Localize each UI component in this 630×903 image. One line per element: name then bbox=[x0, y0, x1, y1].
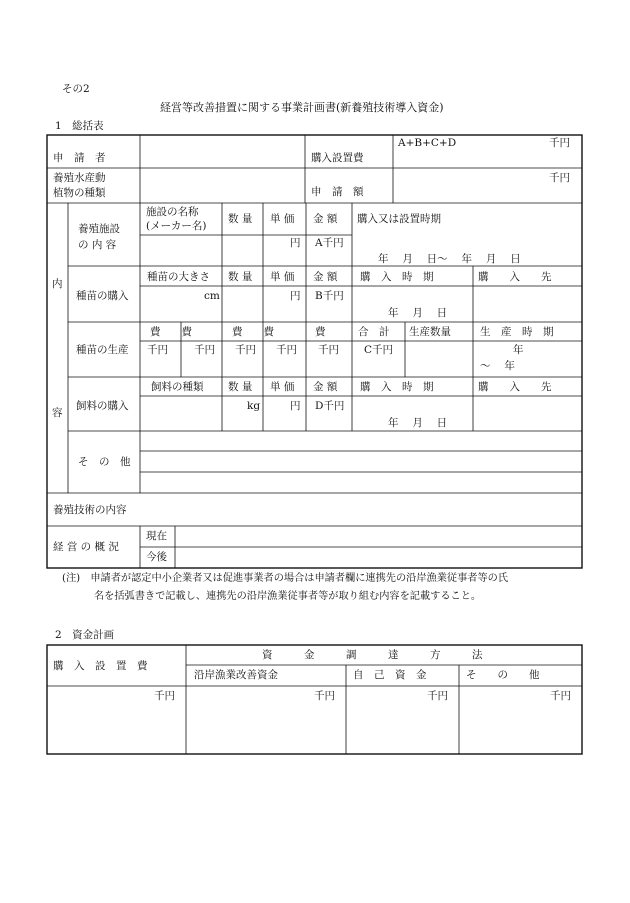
facility-price-unit: 円 bbox=[290, 237, 301, 249]
seedling-time-header: 購 入 時 期 bbox=[360, 271, 434, 283]
facility-period-header: 購入又は設置時期 bbox=[357, 213, 441, 225]
production-total-unit: C千円 bbox=[364, 344, 394, 356]
seedling-vendor-header: 購 入 先 bbox=[478, 271, 552, 283]
feed-amount-unit: D千円 bbox=[315, 400, 345, 412]
production-unit-1: 千円 bbox=[147, 344, 168, 356]
feed-price-unit: 円 bbox=[290, 400, 301, 412]
management-current-label: 現在 bbox=[146, 530, 167, 542]
seedling-amount-unit: B千円 bbox=[315, 290, 344, 302]
purchase-cost-unit: 千円 bbox=[549, 137, 570, 149]
feed-qty-unit: kg bbox=[247, 400, 261, 412]
feed-amount-header: 金 額 bbox=[313, 381, 338, 393]
content-side-label-1: 内 bbox=[52, 278, 63, 290]
note-line-2: 名を括弧書きで記載し、連携先の沿岸漁業従事者等が取り組む内容を記載すること。 bbox=[94, 591, 482, 602]
funding-purchase-label: 購 入 設 置 費 bbox=[53, 660, 148, 672]
seedling-production-label: 種苗の生産 bbox=[76, 344, 129, 356]
funding-col-coastal: 沿岸漁業改善資金 bbox=[194, 669, 278, 681]
seedling-size-unit: cm bbox=[204, 290, 220, 302]
production-cost-header: 費 費 bbox=[150, 326, 192, 338]
request-amount-label: 申 請 額 bbox=[311, 186, 364, 198]
seedling-price-header: 単 価 bbox=[270, 271, 295, 283]
seedling-purchase-label: 種苗の購入 bbox=[76, 290, 129, 302]
purchase-cost-formula: A+B+C+D bbox=[398, 137, 457, 149]
facility-period-line: 年 月 日〜 年 月 日 bbox=[378, 253, 521, 265]
document-title: 経営等改善措置に関する事業計画書(新養殖技術導入資金) bbox=[160, 101, 444, 114]
feed-purchase-label: 飼料の購入 bbox=[76, 400, 129, 412]
note-line-1: (注) 申請者が認定中小企業者又は促進事業者の場合は申請者欄に連携先の沿岸漁業従事者等の氏 bbox=[62, 573, 509, 584]
facility-label-1: 養殖施設 bbox=[78, 223, 120, 235]
seedling-size-header: 種苗の大きさ bbox=[147, 271, 210, 283]
feed-type-header: 飼料の種類 bbox=[151, 381, 204, 393]
other-label: そ の 他 bbox=[78, 456, 131, 468]
production-cost-header-last: 費 bbox=[315, 326, 326, 338]
production-period-header: 生 産 時 期 bbox=[480, 326, 554, 338]
species-label-1: 養殖水産動 bbox=[53, 172, 106, 184]
production-output-header: 生産数量 bbox=[409, 326, 451, 338]
production-year-1: 年 bbox=[513, 344, 524, 356]
facility-price-header: 単 価 bbox=[270, 213, 295, 225]
funding-unit-3: 千円 bbox=[427, 690, 448, 702]
management-future-label: 今後 bbox=[146, 551, 167, 563]
seedling-price-unit: 円 bbox=[290, 290, 301, 302]
seedling-date-line: 年 月 日 bbox=[388, 307, 448, 319]
request-amount-unit: 千円 bbox=[549, 172, 570, 184]
technique-label: 養殖技術の内容 bbox=[53, 504, 127, 516]
section1-heading: 1 総括表 bbox=[55, 120, 104, 132]
funding-method-header: 資 金 調 達 方 法 bbox=[262, 649, 483, 661]
facility-amount-header: 金 額 bbox=[313, 213, 338, 225]
facility-qty-header: 数 量 bbox=[228, 213, 253, 225]
production-total-header: 合 計 bbox=[358, 326, 390, 338]
production-unit-4: 千円 bbox=[276, 344, 297, 356]
production-unit-5: 千円 bbox=[318, 344, 339, 356]
feed-time-header: 購 入 時 期 bbox=[360, 381, 434, 393]
purchase-cost-label: 購入設置費 bbox=[311, 152, 364, 164]
funding-col-own: 自 己 資 金 bbox=[353, 669, 427, 681]
applicant-label: 申 請 者 bbox=[53, 152, 106, 164]
feed-qty-header: 数 量 bbox=[228, 381, 253, 393]
feed-vendor-header: 購 入 先 bbox=[478, 381, 552, 393]
content-side-label-2: 容 bbox=[52, 407, 63, 419]
production-year-2: 〜 年 bbox=[480, 360, 515, 372]
seedling-amount-header: 金 額 bbox=[313, 271, 338, 283]
production-unit-3: 千円 bbox=[235, 344, 256, 356]
facility-label-2: の 内 容 bbox=[78, 239, 117, 251]
feed-price-header: 単 価 bbox=[270, 381, 295, 393]
page-number: その2 bbox=[62, 83, 90, 95]
production-unit-2: 千円 bbox=[194, 344, 215, 356]
production-cost-header: 費 費 bbox=[232, 326, 274, 338]
facility-amount-unit: A千円 bbox=[315, 237, 344, 249]
facility-name-header-2: (メーカー名) bbox=[146, 220, 207, 232]
species-label-2: 植物の種類 bbox=[53, 187, 106, 199]
funding-unit-2: 千円 bbox=[314, 690, 335, 702]
funding-col-other: そ の 他 bbox=[466, 669, 540, 681]
seedling-qty-header: 数 量 bbox=[228, 271, 253, 283]
funding-unit-1: 千円 bbox=[154, 690, 175, 702]
section2-heading: 2 資金計画 bbox=[55, 629, 115, 641]
management-label: 経 営 の 概 況 bbox=[53, 541, 119, 553]
funding-unit-4: 千円 bbox=[550, 690, 571, 702]
feed-date-line: 年 月 日 bbox=[388, 417, 448, 429]
facility-name-header-1: 施設の名称 bbox=[146, 206, 199, 218]
